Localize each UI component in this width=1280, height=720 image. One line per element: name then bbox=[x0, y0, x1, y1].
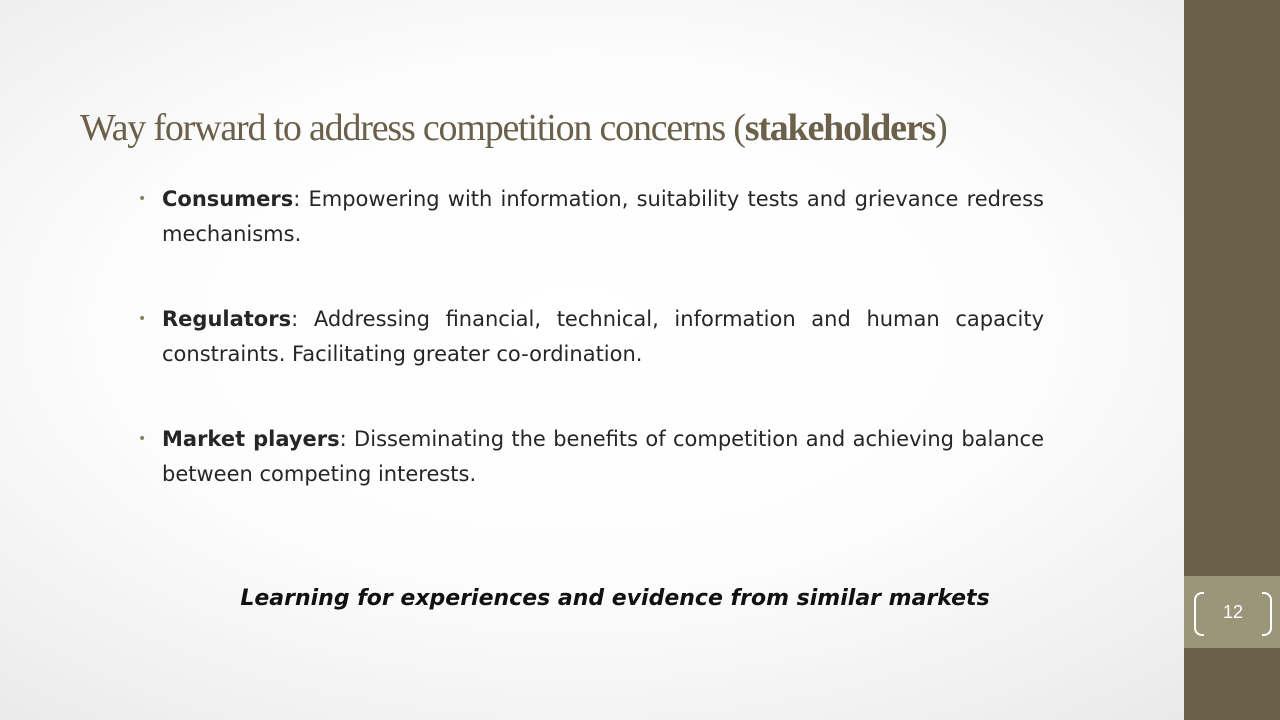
bullet-dot-icon: • bbox=[138, 431, 147, 447]
title-suffix: ) bbox=[935, 107, 947, 149]
page-number-badge bbox=[1194, 592, 1272, 634]
bullet-market-players bbox=[138, 422, 1044, 492]
bullet-consumers bbox=[138, 182, 1044, 252]
bullet-dot-icon: • bbox=[138, 191, 147, 207]
bullet-text: : Empowering with information, suitability tests and grievance redress mechanisms. bbox=[162, 187, 1044, 246]
bullet-text: : Disseminating the benefits of competition and achieving balance between competing interests. bbox=[162, 427, 1044, 486]
bullet-term: Consumers bbox=[162, 187, 294, 211]
bullet-term: Regulators bbox=[162, 307, 292, 331]
bullet-regulators bbox=[138, 302, 1044, 372]
title-emphasis: stakeholders bbox=[744, 107, 936, 149]
bullet-dot-icon: • bbox=[138, 311, 147, 327]
slide-title bbox=[80, 106, 1160, 150]
page-number: 12 bbox=[1222, 602, 1244, 622]
bullet-term: Market players bbox=[162, 427, 340, 451]
bullet-text: : Addressing financial, technical, information and human capacity constraints. Facilitating greater co-ordination. bbox=[162, 307, 1044, 366]
bullet-list bbox=[138, 182, 1044, 542]
title-prefix: Way forward to address competition concerns ( bbox=[80, 107, 745, 149]
footer-note: Learning for experiences and evidence from similar markets bbox=[240, 586, 990, 611]
